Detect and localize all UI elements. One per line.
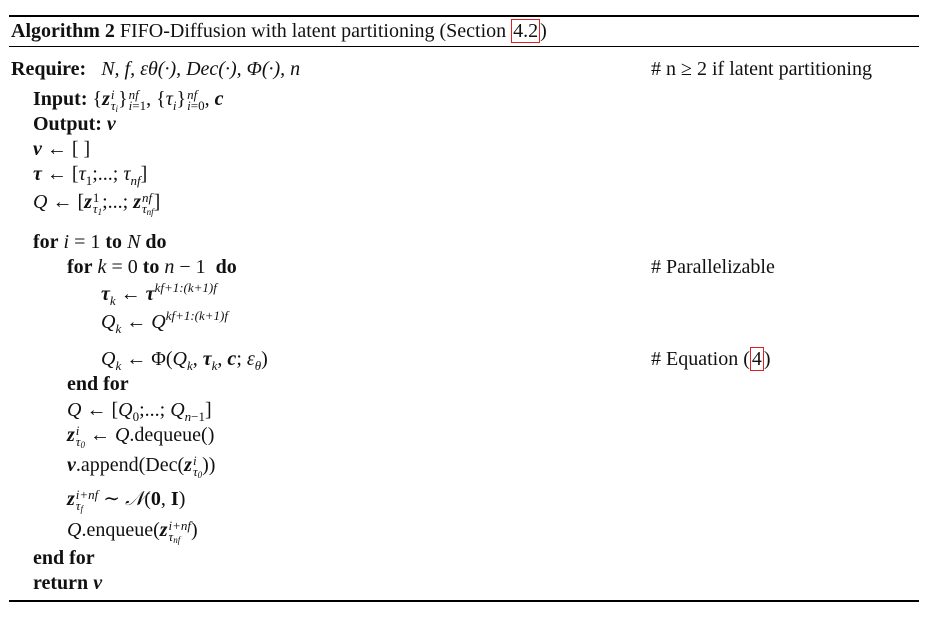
require-comment: # n ≥ 2 if latent partitioning [651,58,872,80]
init-tau-line: τ ← [$\tau_1$;...; $\tau_{nf}$] [33,163,148,188]
input-line: Input: {z i $\tau_i$ } nf i=1 , $\{\tau_i\}$ nf i=0 , c [33,87,224,115]
require-line [11,57,300,81]
equation-comment: # Equation ( 4 ) [651,348,771,370]
q-concat-line: Q ← [$Q_0$;...; $Q_{n-1}$] [67,399,212,424]
caption-rule [9,46,919,47]
require-keyword: Require: [11,58,87,80]
enqueue-line: Q.enqueue(z i+nf $\tau_{nf}$ ) [67,518,198,546]
section-ref-link[interactable]: 4.2 [513,20,539,42]
inner-endfor-line: end for [67,373,129,395]
outer-for-line: for i = 1 to N do [33,231,167,253]
algorithm-label: Algorithm 2 [11,20,115,42]
require-args: N, f, εθ(·), Dec(·), Φ(·), n [101,58,301,80]
outer-endfor-line: end for [33,547,95,569]
input-keyword: Input: [33,88,88,110]
sample-line: z i+nf $\tau_f$ ∼ 𝒩(0, I) [67,487,186,515]
init-v-line: v ← [ ] [33,138,91,160]
bottom-rule [9,600,919,602]
return-line: return v [33,572,103,594]
top-rule [9,15,919,17]
output-keyword: Output: [33,113,102,135]
phi-line: $Q_k$ ← $\Phi(Q_k$, $\tau_k$, c; $\varepsilon_\theta$) [101,348,268,373]
equation-ref-link[interactable]: 4 [751,348,762,370]
q-k-line: $Q_k$ ← $Q^{kf+1:(k+1)f}$ [101,308,228,336]
dequeue-line: z i $\tau_0$ ← Q.dequeue() [67,423,215,451]
algorithm-caption: Algorithm 2 FIFO-Diffusion with latent partitioning (Section 4.2 ) [11,20,547,42]
inner-for-line: for k = 0 to n − 1 do [67,256,237,278]
init-q-line: Q ← [z 1 $\tau_1$ ;...; z nf $\tau_{nf}$ ] [33,190,161,218]
output-line: Output: v [33,113,116,135]
append-line: v.append(Dec(z i $\tau_0$ )) [67,453,216,481]
parallel-comment: # Parallelizable [651,256,775,278]
tau-k-line: $\tau_k$ ← $\tau^{kf+1:(k+1)f}$ [101,280,217,308]
algorithm-title: FIFO-Diffusion with latent partitioning (Section [119,20,512,42]
